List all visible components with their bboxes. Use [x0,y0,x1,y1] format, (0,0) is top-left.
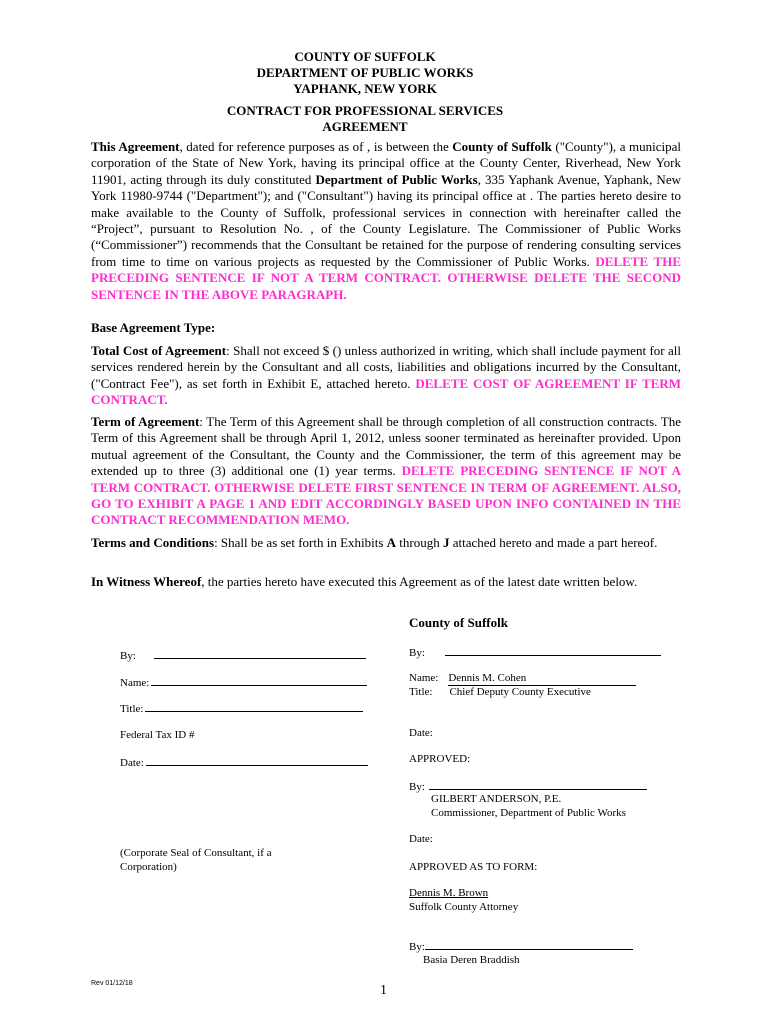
intro-department: Department of Public Works [315,171,478,187]
exhibit-a: A [386,535,397,550]
total-cost-lead: Total Cost of Agreement [91,343,227,358]
county-attorney-title: Suffolk County Attorney [409,901,519,913]
total-cost-delete-note: DELETE COST OF AGREEMENT IF TERM CONTRACT. [91,375,681,408]
exhibit-j: J [443,535,450,550]
assistant-attorney-name: Basia Deren Braddish [423,954,520,966]
county-title-value: Chief Deputy County Executive [449,686,591,698]
consultant-name-row [120,675,367,690]
header-location: YAPHANK, NEW YORK [293,81,437,96]
county-name-row [409,671,636,686]
witness-lead: In Witness Whereof [91,574,202,589]
commissioner-name: GILBERT ANDERSON, P.E. [431,793,562,805]
consultant-name-label: Name: [120,677,150,689]
terms-conditions-text-2: through [396,535,443,550]
intro-paragraph [91,139,681,303]
commissioner-title: Commissioner, Department of Public Works [431,807,626,819]
term-text: : The Term of this Agreement shall be through completion of all construction contracts. The Term of this Agreement shall be through April 1, 2012, unless sooner terminated as hereinafter provided. Upon mutual agreement of the Consultant, the County and the Commissioner, the term of this agreement may be extended up to three (3) additional one (1) year terms. [91,414,681,479]
term-paragraph [91,414,681,529]
federal-tax-id-label: Federal Tax ID # [120,729,195,741]
consultant-title-line[interactable] [145,701,363,712]
consultant-signature-line[interactable] [154,648,366,659]
terms-conditions-text-3: attached hereto and made a part hereof. [449,535,658,550]
consultant-title-row [120,701,363,716]
base-agreement-type: Base Agreement Type: [91,320,216,335]
consultant-name-line[interactable] [151,675,367,686]
consultant-by-row [120,648,366,663]
commissioner-by-label: By: [409,781,425,793]
attorney-by-label: By: [409,941,425,953]
commissioner-signature-line[interactable] [429,779,647,790]
terms-conditions-paragraph [91,535,681,551]
consultant-date-label: Date: [120,757,144,769]
consultant-date-line[interactable] [146,755,368,766]
intro-delete-note: DELETE THE PRECEDING SENTENCE IF NOT A TERM CONTRACT. OTHERWISE DELETE THE SECOND SENTENCE IN THE ABOVE PARAGRAPH. [91,253,681,302]
intro-text-2: ("County"), a municipal corporation of the State of New York, having its principal office at the County Center, Riverhead, New York 11901, acting through its duly constituted [91,139,682,187]
term-delete-note: DELETE PRECEDING SENTENCE IF NOT A TERM CONTRACT. OTHERWISE DELETE FIRST SENTENCE IN TERM OF AGREEMENT. ALSO, GO TO EXHIBIT A PAGE 1 AND EDIT ACCORDINGLY BASED UPON INFO CONTAINED IN THE CONTRACT RECOMMENDATION MEMO. [91,463,681,528]
county-date-label: Date: [409,727,433,739]
county-attorney-name: Dennis M. Brown [409,887,489,899]
total-cost-text: : Shall not exceed $ () unless authorized in writing, which shall include payment for all services rendered herein by the Consultant and all costs, liabilities and obligations incurred by the Consultant, ("Contract Fee"), as set forth in Exhibit E, attached hereto. [91,343,682,391]
county-of-suffolk-heading: County of Suffolk [409,615,508,630]
corporate-seal-line2: Corporation) [120,861,177,873]
approved-label: APPROVED: [409,753,471,765]
corporate-seal-line1: (Corporate Seal of Consultant, if a [120,847,272,859]
revision-date: Rev 01/12/18 [91,980,133,987]
consultant-title-label: Title: [120,703,144,715]
county-signature-line[interactable] [445,645,661,656]
county-title-label: Title: [409,686,433,698]
county-by-row [409,645,661,660]
county-name-label: Name: [409,672,439,684]
attorney-signature-line[interactable] [425,939,633,950]
header-county: COUNTY OF SUFFOLK [294,49,436,64]
intro-county: County of Suffolk [452,139,552,154]
county-by-label: By: [409,647,425,659]
terms-conditions-lead: Terms and Conditions [91,535,215,550]
consultant-date-row [120,755,368,770]
witness-text: , the parties hereto have executed this Agreement as of the latest date written below. [201,574,638,589]
intro-lead: This Agreement [91,139,180,154]
commissioner-date-label: Date: [409,833,433,845]
term-lead: Term of Agreement [91,414,200,429]
attorney-by-row [409,939,633,954]
intro-text-3: , 335 Yaphank Avenue, Yaphank, New York 11980-9744 ("Department"); and ("Consultant") having its principal office at . The parties hereto desire to make available to the County of Suffolk, professional services in connection with hereinafter called the “Project”, pursuant to Resolution No. , of the County Legislature. The Commissioner of Public Works (“Commissioner”) recommends that the Consultant be retained for the purpose of rendering consulting services from time to time on various projects as requested by the Commissioner of Public Works. [91,171,681,269]
header-department: DEPARTMENT OF PUBLIC WORKS [256,65,474,80]
page-number: 1 [380,983,387,998]
consultant-by-label: By: [120,650,136,662]
witness-paragraph [91,574,681,590]
total-cost-paragraph [91,343,681,409]
header-contract-title: CONTRACT FOR PROFESSIONAL SERVICES [226,103,504,118]
county-title-row [409,685,591,699]
approved-as-to-form-label: APPROVED AS TO FORM: [409,861,538,873]
terms-conditions-text-1: : Shall be as set forth in Exhibits [214,535,387,550]
county-name-value: Dennis M. Cohen [448,671,636,686]
header-agreement: AGREEMENT [322,119,408,134]
intro-text-1: , dated for reference purposes as of , is between the [179,139,453,154]
